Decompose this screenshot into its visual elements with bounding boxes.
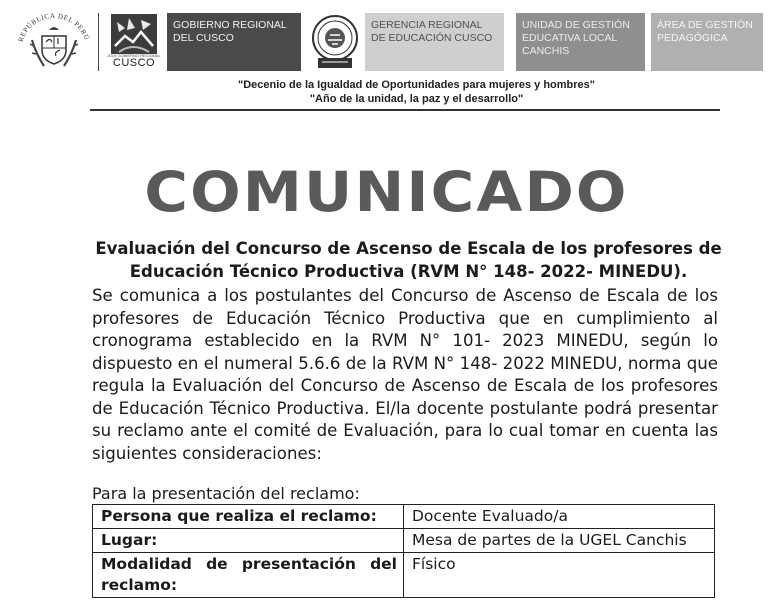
- header-separator: [98, 13, 99, 71]
- claim-details-table: [92, 504, 715, 598]
- cusco-logo-text: CUSCO: [112, 57, 156, 69]
- header-box-line: UNIDAD DE GESTIÓN: [522, 19, 630, 31]
- table-row: [93, 529, 715, 553]
- table-label-line: [101, 554, 397, 575]
- header-box-line: GERENCIA REGIONAL: [371, 19, 483, 31]
- header-box-area-gestion: [651, 13, 763, 71]
- header-box-line: DEL CUSCO: [173, 32, 234, 44]
- table-value: Mesa de partes de la UGEL Canchis: [404, 529, 715, 553]
- table-label-line: reclamo:: [101, 576, 178, 594]
- table-label: Persona que realiza el reclamo:: [93, 505, 404, 529]
- header-box-ugel: [516, 13, 645, 71]
- header-box-line: PEDAGÓGICA: [657, 32, 728, 44]
- header-divider: [90, 109, 720, 111]
- letterhead: [0, 0, 773, 112]
- peru-national-seal-icon: [16, 12, 92, 74]
- year-slogan: "Año de la unidad, la paz y el desarrollo": [309, 93, 524, 105]
- table-row: [93, 505, 715, 529]
- gerencia-regional-seal-icon: [310, 12, 360, 72]
- table-label: Lugar:: [93, 529, 404, 553]
- table-intro: Para la presentación del reclamo:: [92, 484, 360, 503]
- table-label-modalidad: [93, 553, 404, 598]
- header-box-gobierno-regional: [167, 13, 301, 71]
- decade-slogan: "Decenio de la Igualdad de Oportunidades para mujeres y hombres": [237, 79, 596, 91]
- label-word: del: [370, 555, 397, 573]
- label-word: presentación: [241, 555, 356, 573]
- label-word: de: [206, 555, 228, 573]
- cusco-logo-small-text: 2019 GOBIERNO REGIONAL: [107, 53, 161, 58]
- header-box-line: DE EDUCACIÓN CUSCO: [371, 32, 493, 44]
- svg-text:REPÚBLICA DEL PERÚ: REPÚBLICA DEL PERÚ: [16, 12, 91, 43]
- subtitle-line: Evaluación del Concurso de Ascenso de Escala de los profesores de: [95, 239, 722, 258]
- header-box-line: GOBIERNO REGIONAL: [173, 19, 287, 31]
- header-box-line: ÁREA DE GESTIÓN: [657, 19, 753, 31]
- table-value: Docente Evaluado/a: [404, 505, 715, 529]
- body-paragraph: Se comunica a los postulantes del Concurso de Ascenso de Escala de los profesores de Educación Técnico Productiva que en cumplimiento al cronograma establecido en la RVM N° 101- 2023 MINEDU, según lo dispuesto en el numeral 5.6.6 de la RVM N° 148- 2022 MINEDU, norma que regula la Evaluación del Concurso de Ascenso de Escala de los profesores de Educación Técnico Productiva. El/la docente postulante podrá presentar su reclamo ante el comité de Evaluación, para lo cual tomar en cuenta las siguientes consideraciones:: [92, 286, 718, 463]
- page-title: COMUNICADO: [144, 160, 629, 224]
- label-word: Modalidad: [101, 555, 192, 573]
- header-box-gerencia-regional: [365, 13, 504, 71]
- header-box-line: EDUCATIVA LOCAL: [522, 32, 618, 44]
- header-box-line: CANCHIS: [522, 45, 570, 57]
- table-value: Físico: [404, 553, 715, 598]
- subtitle-line: Educación Técnico Productiva (RVM N° 148- 2022- MINEDU).: [129, 262, 688, 281]
- table-row: [93, 553, 715, 598]
